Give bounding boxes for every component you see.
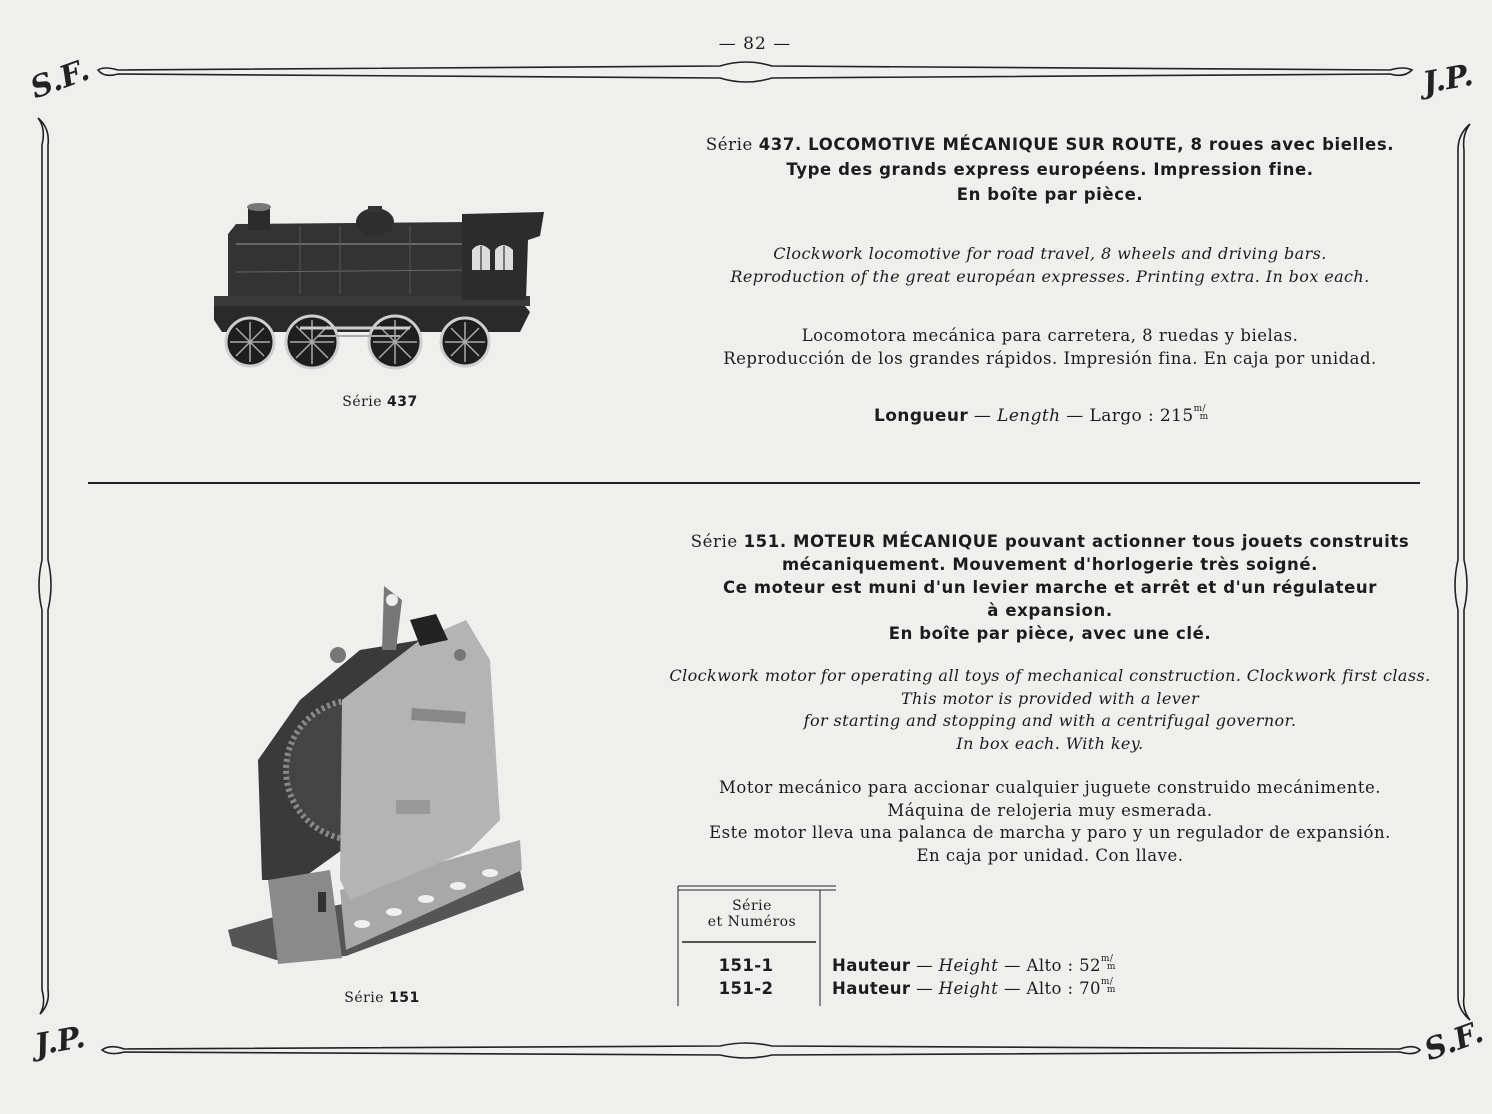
item1-french-description	[640, 132, 1460, 207]
table-row: 151-2 Hauteur — Height — Alto : 70m/ m	[718, 977, 1116, 998]
bottom-border	[102, 1043, 1420, 1058]
item2-caption: Série 151	[344, 990, 420, 1006]
monogram-top-left: S.F.	[25, 52, 95, 107]
item2-fr-line4: à expansion.	[987, 601, 1113, 620]
monogram-top-right: J.P.	[1420, 57, 1476, 102]
item1-es-line: Reproducción de los grandes rápidos. Impresión fina. En caja por unidad.	[723, 349, 1377, 368]
item1-fr-line1: Série 437. LOCOMOTIVE MÉCANIQUE SUR ROUTE, 8 roues avec bielles.	[705, 135, 1395, 154]
locomotive-illustration	[214, 203, 544, 368]
table-row: 151-1 Hauteur — Height — Alto : 52m/ m	[718, 954, 1116, 975]
item1-en-line: Reproduction of the great européan expresses. Printing extra. In box each.	[730, 267, 1370, 286]
monogram-bottom-left: J.P.	[32, 1019, 88, 1064]
unit-mm: m/ m	[1193, 404, 1209, 422]
left-border	[38, 118, 51, 1014]
item2-fr-line1: Série 151. MOTEUR MÉCANIQUE pouvant actionner tous jouets construits	[690, 532, 1410, 551]
item2-es-line: Motor mecánico para accionar cualquier juguete construido mecánimente.	[718, 778, 1382, 797]
item2-english-description	[620, 665, 1480, 755]
item1-english-description	[640, 242, 1460, 288]
item1-es-line: Locomotora mecánica para carretera, 8 ruedas y bielas.	[801, 326, 1299, 345]
item2-fr-line2: mécaniquement. Mouvement d'horlogerie très soigné.	[781, 555, 1319, 574]
item2-en-line: Clockwork motor for operating all toys of mechanical construction. Clockwork first class.	[669, 666, 1431, 685]
top-border	[98, 62, 1412, 82]
table-header: Série et Numéros	[707, 898, 797, 930]
page-number: — 82 —	[718, 34, 792, 54]
item2-es-line: Este motor lleva una palanca de marcha y paro y un regulador de expansión.	[709, 823, 1391, 842]
section-divider	[88, 482, 1420, 484]
item1-caption: Série 437	[342, 394, 418, 410]
motor-illustration	[228, 586, 524, 964]
item1-fr-line2: Type des grands express européens. Impression fine.	[786, 160, 1314, 179]
item2-en-line: In box each. With key.	[956, 733, 1144, 753]
unit-mm: m/ m	[1100, 977, 1116, 995]
item2-fr-line3: Ce moteur est muni d'un levier marche et arrêt et d'un régulateur	[723, 578, 1377, 597]
monogram-bottom-right: S.F.	[1419, 1014, 1489, 1069]
item2-french-description	[640, 530, 1460, 645]
item1-spanish-description	[640, 324, 1460, 370]
item2-es-line: Máquina de relojeria muy esmerada.	[887, 800, 1213, 820]
item1-en-line: Clockwork locomotive for road travel, 8 wheels and driving bars.	[773, 244, 1327, 263]
item2-spanish-description	[640, 777, 1460, 867]
unit-mm: m/ m	[1100, 954, 1116, 972]
item1-length-line: Longueur — Length — Largo : 215m/ m	[874, 404, 1209, 426]
item2-fr-line5: En boîte par pièce, avec une clé.	[888, 624, 1212, 643]
item1-fr-line3: En boîte par pièce.	[956, 185, 1144, 204]
item2-es-line: En caja por unidad. Con llave.	[916, 845, 1184, 865]
item2-en-line: This motor is provided with a lever	[900, 688, 1200, 708]
item2-en-line: for starting and stopping and with a centrifugal governor.	[803, 711, 1297, 730]
